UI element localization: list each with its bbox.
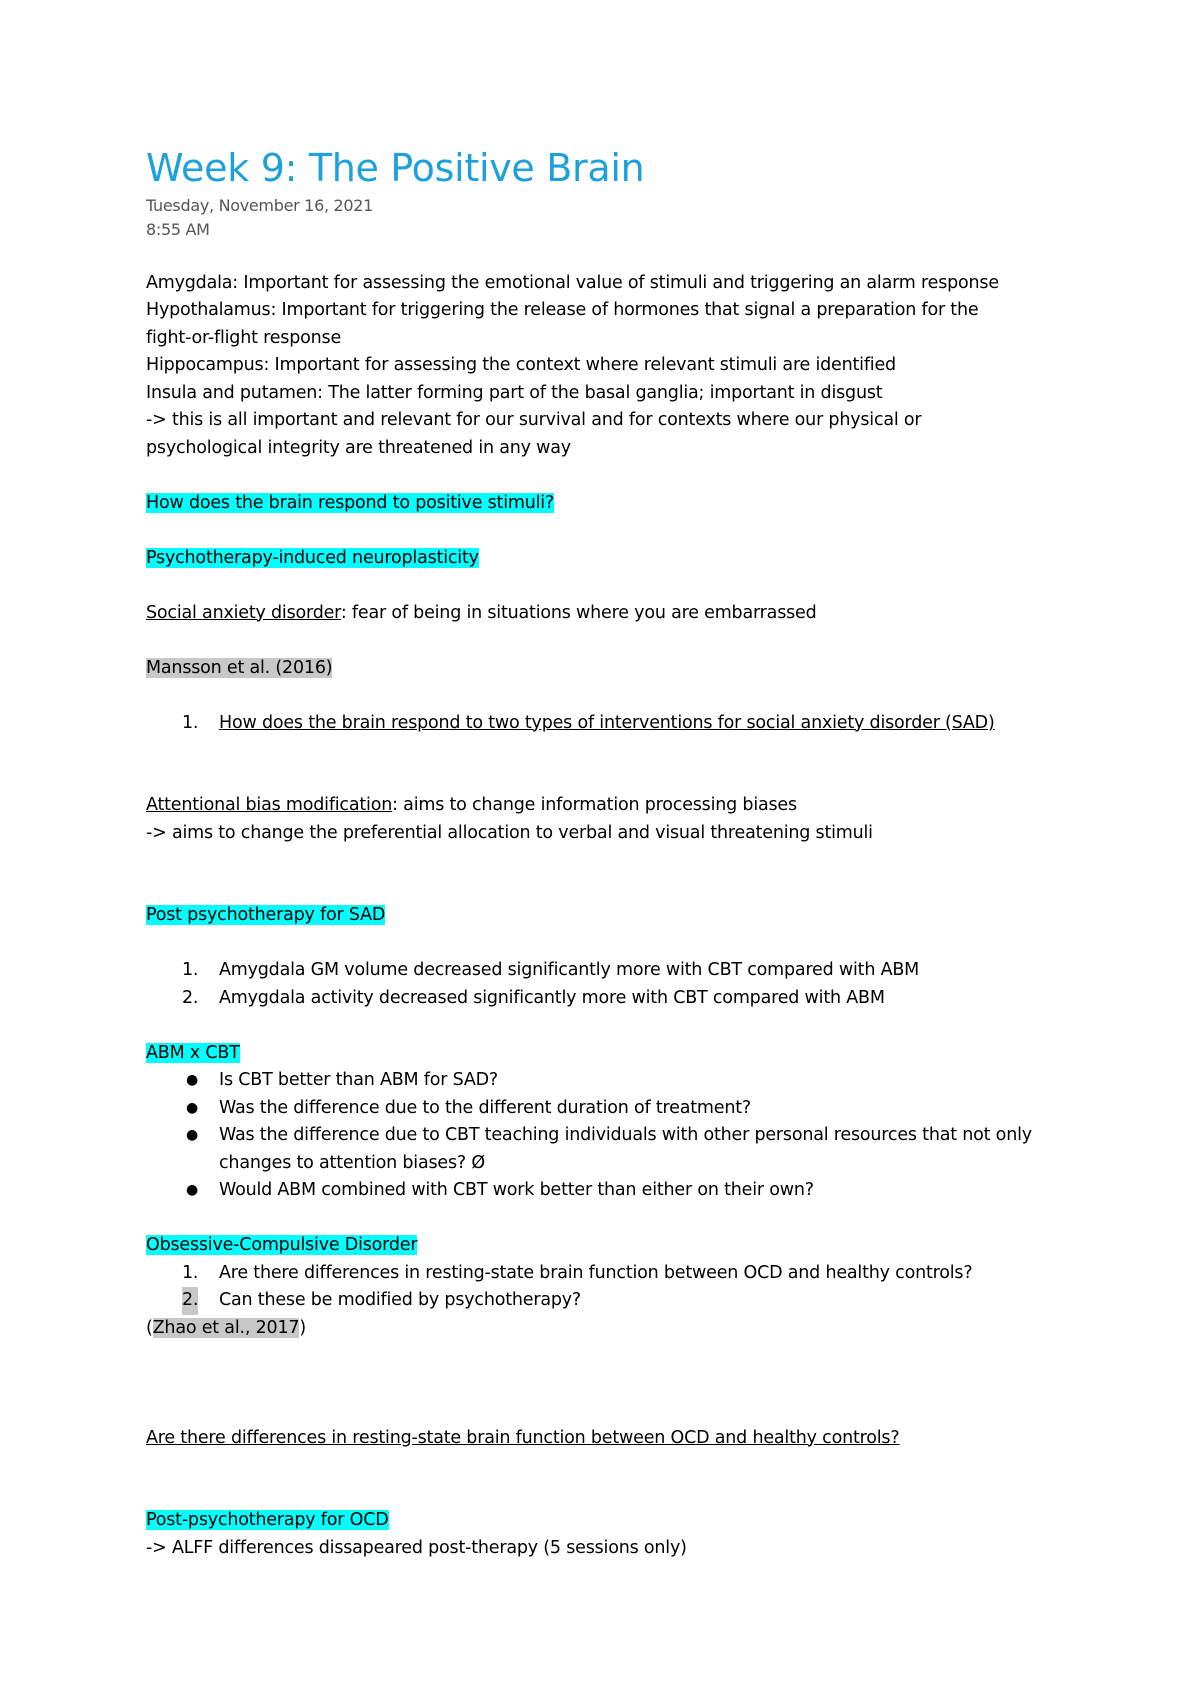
sad-term: Social anxiety disorder xyxy=(146,602,341,623)
post-ocd-line: -> ALFF differences dissapeared post-therapy (5 sessions only) xyxy=(146,1537,687,1558)
intro-line: Hypothalamus: Important for triggering the release of hormones that signal a preparation for the xyxy=(146,300,979,320)
abm-cbt-bullets xyxy=(146,1067,1086,1205)
paren-close: ) xyxy=(299,1317,306,1338)
list-number: 1. xyxy=(182,1262,199,1283)
list-number: 2. xyxy=(182,987,199,1008)
list-item xyxy=(146,985,1086,1013)
ocd-list xyxy=(146,1260,1086,1315)
paren-open: ( xyxy=(146,1317,153,1338)
intro-line: psychological integrity are threatened in any way xyxy=(146,437,571,458)
bullet-icon: ● xyxy=(186,1182,199,1198)
mansson-reference: Mansson et al. (2016) xyxy=(146,657,333,678)
list-item xyxy=(146,1177,1086,1205)
list-text: Can these be modified by psychotherapy? xyxy=(219,1290,582,1310)
list-text: Are there differences in resting-state brain function between OCD and healthy controls? xyxy=(219,1262,973,1283)
abm-def-text: : aims to change information processing biases xyxy=(392,795,797,815)
page-title: Week 9: The Positive Brain xyxy=(146,146,645,190)
list-item xyxy=(146,957,1086,985)
list-item xyxy=(146,1122,1086,1177)
list-text: How does the brain respond to two types of interventions for social anxiety disorder (SAD) xyxy=(219,712,995,733)
abm-line2: -> aims to change the preferential allocation to verbal and visual threatening stimuli xyxy=(146,822,873,843)
list-text: Amygdala activity decreased significantly more with CBT compared with ABM xyxy=(219,987,885,1008)
list-item xyxy=(146,1287,1086,1315)
note-time: 8:55 AM xyxy=(146,220,210,239)
list-item xyxy=(146,1095,1086,1123)
bullet-icon: ● xyxy=(186,1072,199,1088)
sad-definition xyxy=(146,600,1086,628)
list-text: Was the difference due to the different duration of treatment? xyxy=(219,1097,751,1118)
note-content xyxy=(146,142,1086,1562)
zhao-reference: Zhao et al., 2017 xyxy=(152,1317,300,1338)
post-sad-list xyxy=(146,957,1086,1012)
list-text: Was the difference due to CBT teaching individuals with other personal resources that not only changes to attention biases? Ø xyxy=(219,1125,1032,1173)
list-item xyxy=(146,1067,1086,1095)
list-text: Would ABM combined with CBT work better than either on their own? xyxy=(219,1180,814,1200)
list-text: Amygdala GM volume decreased significantly more with CBT compared with ABM xyxy=(219,960,920,980)
intro-line: Insula and putamen: The latter forming part of the basal ganglia; important in disgust xyxy=(146,382,883,403)
intro-line: Amygdala: Important for assessing the emotional value of stimuli and triggering an alarm response xyxy=(146,272,999,293)
heading-neuroplasticity: Psychotherapy-induced neuroplasticity xyxy=(146,547,479,568)
heading-post-ocd: Post-psychotherapy for OCD xyxy=(146,1510,389,1530)
intro-line: fight-or-flight response xyxy=(146,327,342,348)
zhao-citation xyxy=(146,1315,1086,1343)
list-number: 1. xyxy=(182,960,199,980)
list-number: 1. xyxy=(182,712,199,733)
heading-positive-stimuli: How does the brain respond to positive stimuli? xyxy=(146,492,555,513)
list-text: Is CBT better than ABM for SAD? xyxy=(219,1070,499,1090)
bullet-icon: ● xyxy=(186,1099,199,1116)
abm-term: Attentional bias modification xyxy=(146,795,393,815)
sad-def-text: : fear of being in situations where you are embarrassed xyxy=(340,602,817,623)
intro-line: Hippocampus: Important for assessing the context where relevant stimuli are identified xyxy=(146,355,896,375)
list-number: 2. xyxy=(182,1287,198,1315)
list-item xyxy=(146,710,1086,738)
note-date: Tuesday, November 16, 2021 xyxy=(146,196,374,215)
list-item xyxy=(146,1260,1086,1288)
mansson-list xyxy=(146,710,1086,738)
intro-line: -> this is all important and relevant for our survival and for contexts where our physical or xyxy=(146,410,922,430)
heading-ocd: Obsessive-Compulsive Disorder xyxy=(146,1235,418,1255)
bullet-icon: ● xyxy=(186,1127,199,1143)
heading-post-sad: Post psychotherapy for SAD xyxy=(146,905,386,925)
abm-definition xyxy=(146,792,1086,820)
ocd-question: Are there differences in resting-state brain function between OCD and healthy controls? xyxy=(146,1427,900,1448)
heading-abm-cbt: ABM x CBT xyxy=(146,1042,240,1063)
